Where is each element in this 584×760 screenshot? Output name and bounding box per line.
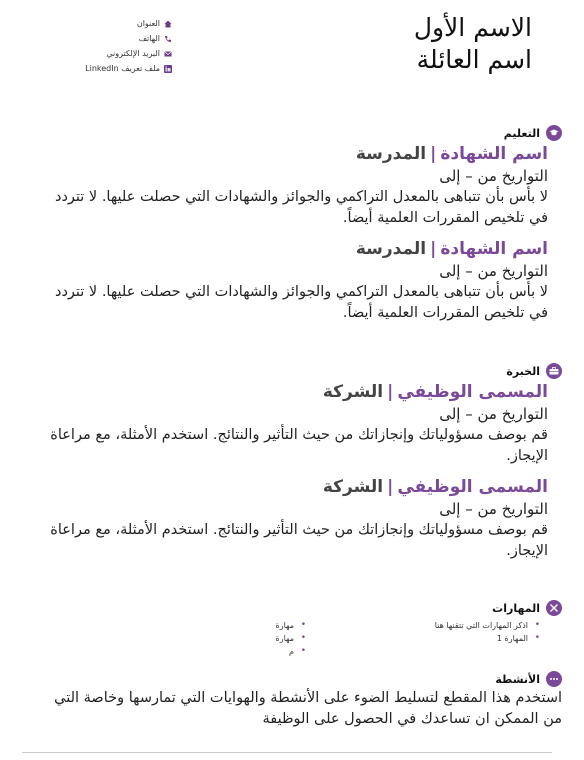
job-title: المسمى الوظيفي — [397, 382, 548, 402]
degree-name: اسم الشهادة — [440, 239, 548, 259]
last-name: اسم العائلة — [416, 45, 532, 74]
skills-title: المهارات — [492, 601, 540, 615]
education-dates: التواريخ من – إلى — [439, 262, 548, 280]
graduation-cap-icon — [546, 125, 562, 141]
skill-item: • المهارة 1 — [308, 632, 528, 645]
title-separator: | — [430, 239, 437, 259]
education-description: لا بأس بأن تتباهى بالمعدل التراكمي والجوائز والشهادات التي حصلت عليها. لا تتردد في تلخيص المقررات العلمية أيضاً. — [55, 284, 548, 321]
bottom-divider — [22, 752, 552, 753]
activities-title: الأنشطة — [495, 672, 540, 686]
skills-columns — [17, 619, 542, 658]
briefcase-icon — [546, 363, 562, 379]
experience-entry-title — [48, 380, 548, 404]
experience-entry — [48, 380, 548, 467]
job-title: المسمى الوظيفي — [397, 477, 548, 497]
title-separator: | — [430, 144, 437, 164]
email-text: البريد الإلكتروني — [106, 49, 160, 58]
company-name: الشركة — [322, 477, 384, 497]
experience-section — [17, 362, 562, 562]
experience-entry — [48, 475, 548, 562]
linkedin-text: ملف تعريف LinkedIn — [85, 64, 160, 73]
education-entry-title — [48, 142, 548, 166]
address-text: العنوان — [136, 19, 160, 28]
skills-list-secondary — [74, 619, 308, 658]
skills-header — [17, 599, 562, 617]
contact-address — [22, 16, 172, 31]
contact-phone — [22, 31, 172, 46]
experience-entry-title — [48, 475, 548, 499]
education-dates: التواريخ من – إلى — [439, 167, 548, 185]
phone-text: الهاتف — [138, 34, 160, 43]
activities-section — [17, 670, 562, 730]
education-entry — [48, 142, 548, 229]
skills-section — [17, 599, 562, 658]
experience-header — [17, 362, 562, 380]
title-separator: | — [387, 477, 394, 497]
education-section — [17, 124, 562, 324]
education-header — [17, 124, 562, 142]
activities-description: استخدم هذا المقطع لتسليط الضوء على الأنشطة والهوايات التي تمارسها وخاصة التي من الممكن ان تساعدك في الحصول على الوظيفة — [54, 690, 562, 727]
degree-name: اسم الشهادة — [440, 144, 548, 164]
school-name: المدرسة — [355, 144, 427, 164]
activities-header — [17, 670, 562, 688]
experience-title: الخبرة — [506, 364, 540, 378]
education-entry — [48, 237, 548, 324]
skill-item: • م — [74, 645, 294, 658]
contact-list — [22, 16, 172, 76]
education-description: لا بأس بأن تتباهى بالمعدل التراكمي والجوائز والشهادات التي حصلت عليها. لا تتردد في تلخيص المقررات العلمية أيضاً. — [55, 189, 548, 226]
first-name: الاسم الأول — [413, 13, 532, 42]
experience-description: قم بوصف مسؤولياتك وإنجازاتك من حيث التأثير والنتائج. استخدم الأمثلة، مع مراعاة الإيجاز. — [50, 427, 548, 464]
experience-description: قم بوصف مسؤولياتك وإنجازاتك من حيث التأثير والنتائج. استخدم الأمثلة، مع مراعاة الإيجاز. — [50, 522, 548, 559]
education-entry-title — [48, 237, 548, 261]
skills-list-primary — [308, 619, 542, 658]
name-block — [414, 12, 532, 76]
home-icon — [164, 20, 172, 28]
company-name: الشركة — [322, 382, 384, 402]
linkedin-icon — [164, 65, 172, 73]
email-icon — [164, 50, 172, 58]
tools-icon — [546, 600, 562, 616]
skill-item: • اذكر المهارات التي تتقنها هنا — [308, 619, 528, 632]
contact-linkedin — [22, 61, 172, 76]
phone-icon — [164, 35, 172, 43]
skill-item: • مهارة — [74, 632, 294, 645]
skill-item: • مهارة — [74, 619, 294, 632]
experience-dates: التواريخ من – إلى — [439, 405, 548, 423]
ellipsis-icon — [546, 671, 562, 687]
contact-email — [22, 46, 172, 61]
school-name: المدرسة — [355, 239, 427, 259]
education-title: التعليم — [503, 126, 540, 140]
title-separator: | — [387, 382, 394, 402]
experience-dates: التواريخ من – إلى — [439, 500, 548, 518]
